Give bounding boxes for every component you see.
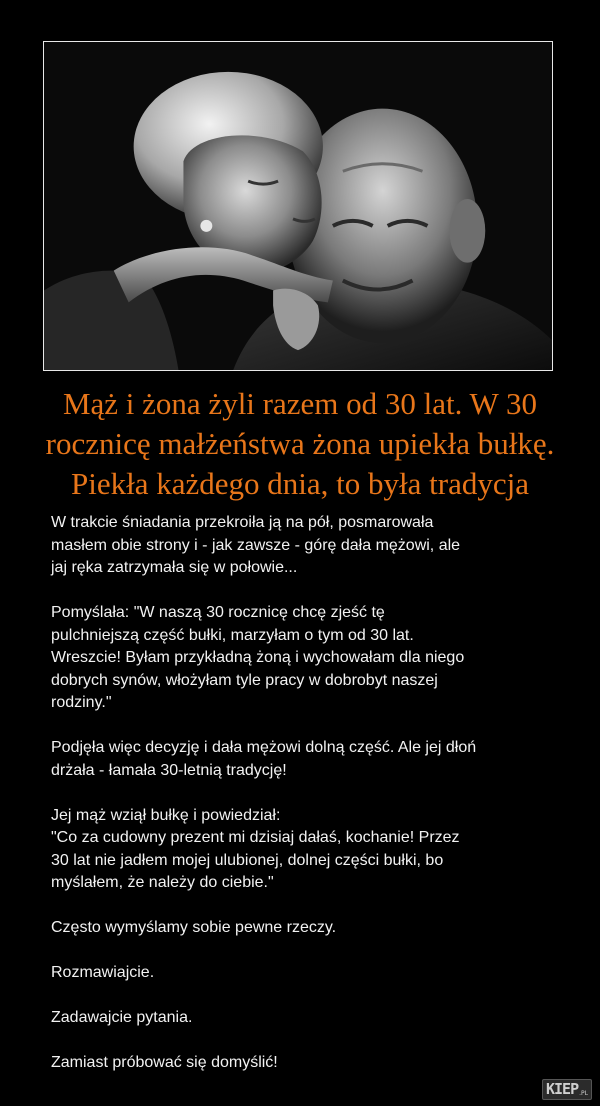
kiep-watermark-logo (542, 1079, 592, 1100)
story-paragraph (51, 737, 551, 782)
story-line: "Co za cudowny prezent mi dzisiaj dałaś, kochanie! Przez (51, 829, 460, 846)
story-line: Często wymyślamy sobie pewne rzeczy. (51, 919, 337, 936)
story-line: Podjęła więc decyzję i dała mężowi dolną część. Ale jej dłoń (51, 739, 477, 756)
story-paragraph (51, 1007, 551, 1030)
story-line: Jej mąż wziął bułkę i powiedział: (51, 806, 281, 824)
photo-elderly-couple-kiss (43, 41, 553, 371)
story-line: rodziny." (51, 694, 112, 711)
story-line: 30 lat nie jadłem mojej ulubionej, dolnej części bułki, bo (51, 851, 444, 869)
headline-line-2: rocznicę małżeństwa żona upiekła bułkę. (45, 426, 555, 461)
story-line: pulchniejszą część bułki, marzyłam o tym od 30 lat. (51, 626, 414, 644)
story-paragraph (51, 805, 551, 895)
story-paragraph (51, 1052, 551, 1075)
story-paragraph (51, 602, 551, 715)
story-line: Zamiast próbować się domyślić! (51, 1054, 278, 1071)
story-line: Zadawajcie pytania. (51, 1009, 193, 1026)
story-line: W trakcie śniadania przekroiła ją na pół, posmarowała (51, 514, 434, 531)
headline (0, 384, 600, 504)
headline-line-1: Mąż i żona żyli razem od 30 lat. W 30 (62, 386, 538, 421)
story-paragraph (51, 512, 551, 580)
story-body (51, 512, 551, 1075)
story-paragraph (51, 917, 551, 940)
headline-line-3: Piekła każdego dnia, to była tradycja (71, 466, 529, 501)
story-line: Rozmawiajcie. (51, 964, 155, 981)
watermark-text: KIEP (546, 1080, 579, 1098)
story-line: masłem obie strony i - jak zawsze - górę dała mężowi, ale (51, 536, 461, 554)
story-line: myślałem, że należy do ciebie." (51, 874, 274, 891)
photo-illustration (44, 42, 552, 370)
story-line: Wreszcie! Byłam przykładną żoną i wychowałam dla niego (51, 649, 465, 666)
story-line: jaj ręka zatrzymała się w połowie... (51, 559, 298, 576)
story-line: dobrych synów, włożyłam tyle pracy w dobrobyt naszej (51, 671, 438, 689)
story-line: drżała - łamała 30-letnią tradycję! (51, 761, 287, 779)
story-paragraph (51, 962, 551, 985)
watermark-tld: .PL (579, 1090, 588, 1097)
story-line: Pomyślała: "W naszą 30 rocznicę chcę zjeść tę (51, 604, 385, 621)
